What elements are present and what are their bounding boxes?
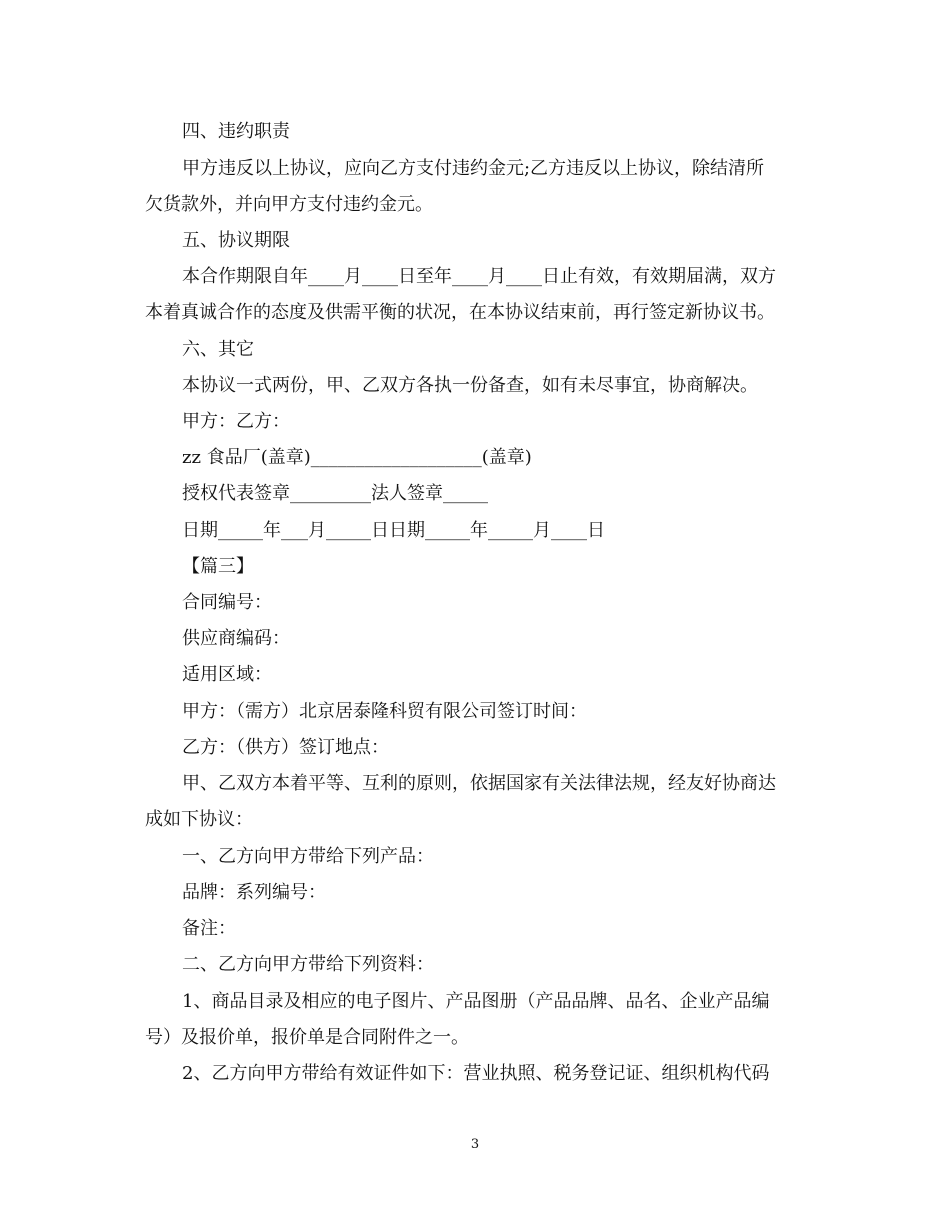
page-number: 3 [470,1137,480,1152]
part-heading: 【篇三】 [182,556,254,577]
contract-number-line: 合同编号： [182,592,272,613]
remarks-line: 备注： [182,918,236,939]
paragraph-line: 本协议一式两份，甲、乙双方各执一份备查，如有未尽事宜，协商解决。 [182,375,758,396]
region-line: 适用区域： [182,664,272,685]
paragraph-line: 成如下协议： [145,809,253,830]
paragraph-line: 本合作期限自年____月____日至年____月____日止有效，有效期届满，双方 [182,266,776,287]
section-heading-materials: 二、乙方向甲方带给下列资料： [182,954,434,975]
paragraph-line: 本着真诚合作的态度及供需平衡的状况，在本协议结束前，再行签定新协议书。 [145,302,775,323]
paragraph-line: 甲方违反以上协议，应向乙方支付违约金元;乙方违反以上协议，除结清所 [182,158,765,179]
seal-line: zz 食品厂(盖章)___________________(盖章) [182,447,532,468]
paragraph-line: 甲、乙双方本着平等、互利的原则，依据国家有关法律法规，经友好协商达 [182,773,776,794]
party-b-line: 乙方：（供方）签订地点： [182,737,389,758]
supplier-code-line: 供应商编码： [182,628,290,649]
party-a-line: 甲方：（需方）北京居泰隆科贸有限公司签订时间： [182,701,587,722]
paragraph-line: 欠货款外，并向甲方支付违约金元。 [145,194,433,215]
parties-line: 甲方：乙方： [182,411,290,432]
section-heading-breach: 四、违约职责 [182,121,290,142]
brand-line: 品牌：系列编号： [182,882,326,903]
paragraph-line: 1、商品目录及相应的电子图片、产品图册（产品品牌、品名、企业产品编 [182,991,770,1012]
signature-line: 授权代表签章_________法人签章_____ [182,483,488,504]
section-heading-products: 一、乙方向甲方带给下列产品： [182,846,434,867]
section-heading-term: 五、协议期限 [182,230,290,251]
paragraph-line: 2、乙方向甲方带给有效证件如下：营业执照、税务登记证、组织机构代码 [182,1063,770,1084]
date-line: 日期_____年___月_____日日期_____年_____月____日 [182,520,605,541]
paragraph-line: 号）及报价单，报价单是合同附件之一。 [145,1027,469,1048]
section-heading-other: 六、其它 [182,339,254,360]
